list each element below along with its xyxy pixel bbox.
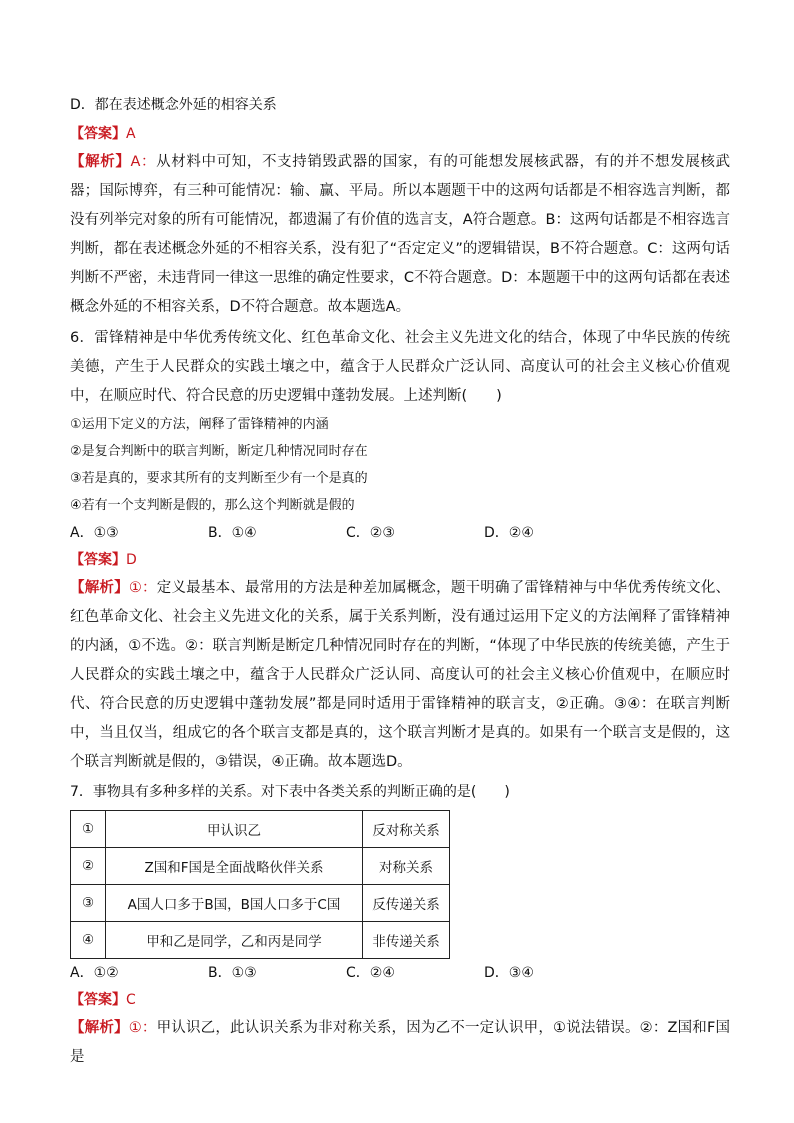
analysis-text: 甲认识乙，此认识关系为非对称关系，因为乙不一定认识甲，①说法错误。②：Z国和F国是 (70, 1020, 731, 1065)
q5-answer (70, 121, 730, 148)
q6-item-1: ①运用下定义的方法，阐释了雷锋精神的内涵 (70, 417, 329, 432)
table-cell: ② (71, 848, 106, 885)
option-d: D．②④ (484, 525, 534, 541)
option-d: D．③④ (484, 965, 534, 981)
table-row (71, 811, 450, 848)
relation-table (70, 810, 450, 959)
answer-value: A (126, 126, 136, 142)
q5-analysis (70, 148, 730, 322)
q7-analysis (70, 1014, 730, 1072)
option-c: C．②④ (346, 965, 395, 981)
answer-label: 【答案】 (70, 992, 126, 1008)
analysis-label: 【解析】 (70, 154, 131, 170)
option-b: B．①④ (208, 525, 257, 541)
q6-stem: 6．雷锋精神是中华优秀传统文化、红色革命文化、社会主义先进文化的结合，体现了中华民族的传统美德，产生于人民群众的实践土壤之中，蕴含于人民群众广泛认同、高度认可的社会主义核心价值观中，在顺应时代、符合民意的历史逻辑中蓬勃发展。上述判断( ) (70, 330, 730, 404)
table-row (71, 922, 450, 959)
table-cell: ④ (71, 922, 106, 959)
analysis-label: 【解析】 (70, 1020, 129, 1036)
analysis-lead: ①： (128, 1020, 157, 1036)
answer-value: C (126, 992, 136, 1008)
table-cell: 对称关系 (363, 848, 450, 885)
table-cell: 甲认识乙 (106, 811, 363, 848)
table-cell: 甲和乙是同学，乙和丙是同学 (106, 922, 363, 959)
option-a: A．①③ (70, 525, 119, 541)
answer-label: 【答案】 (70, 552, 126, 568)
q7-answer (70, 987, 730, 1014)
option-c: C．②③ (346, 525, 395, 541)
q6-analysis (70, 574, 730, 777)
q6-item-4: ④若有一个支判断是假的，那么这个判断就是假的 (70, 498, 355, 513)
q6-options (70, 519, 730, 547)
option-b: B．①③ (208, 965, 257, 981)
q5-option-d: D．都在表述概念外延的相容关系 (70, 97, 277, 113)
table-cell: ③ (71, 885, 106, 922)
q6-item-3: ③若是真的，要求其所有的支判断至少有一个是真的 (70, 471, 368, 486)
table-cell: Z国和F国是全面战略伙伴关系 (106, 848, 363, 885)
table-cell: 反传递关系 (363, 885, 450, 922)
table-row (71, 848, 450, 885)
analysis-lead: A： (130, 154, 157, 170)
table-row (71, 885, 450, 922)
analysis-label: 【解析】 (70, 580, 129, 596)
table-cell: ① (71, 811, 106, 848)
answer-value: D (126, 552, 137, 568)
q7-stem: 7．事物具有多种多样的关系。对下表中各类关系的判断正确的是( ) (70, 784, 510, 800)
table-cell: A国人口多于B国，B国人口多于C国 (106, 885, 363, 922)
answer-label: 【答案】 (70, 126, 126, 142)
analysis-lead: ①： (128, 580, 157, 596)
table-cell: 反对称关系 (363, 811, 450, 848)
option-a: A．①② (70, 965, 119, 981)
analysis-text: 从材料中可知，不支持销毁武器的国家，有的可能想发展核武器，有的并不想发展核武器；国际博弈，有三种可能情况：输、赢、平局。所以本题题干中的这两句话都是不相容选言判断，都没有列举完对象的所有可能情况，都遗漏了有价值的选言支，A符合题意。B：这两句话都是不相容选言判断，都在表述概念外延的不相容关系，没有犯了“否定定义”的逻辑错误，B不符合题意。C：这两句话判断不严密，未违背同一律这一思维的确定性要求，C不符合题意。D：本题题干中的这两句话都在表述概念外延的不相容关系，D不符合题意。故本题选A。 (70, 154, 731, 315)
q6-answer (70, 547, 730, 574)
document-page (70, 92, 730, 1072)
table-cell: 非传递关系 (363, 922, 450, 959)
analysis-text: 定义最基本、最常用的方法是种差加属概念，题干明确了雷锋精神与中华优秀传统文化、红色革命文化、社会主义先进文化的关系，属于关系判断，没有通过运用下定义的方法阐释了雷锋精神的内涵，①不选。②：联言判断是断定几种情况同时存在的判断，“体现了中华民族的传统美德，产生于人民群众的实践土壤之中，蕴含于人民群众广泛认同、高度认可的社会主义核心价值观中，在顺应时代、符合民意的历史逻辑中蓬勃发展”都是同时适用于雷锋精神的联言支，②正确。③④：在联言判断中，当且仅当，组成它的各个联言支都是真的，这个联言判断才是真的。如果有一个联言支是假的，这个联言判断就是假的，③错误，④正确。故本题选D。 (70, 580, 731, 770)
q6-item-2: ②是复合判断中的联言判断，断定几种情况同时存在 (70, 444, 368, 459)
q7-options (70, 959, 730, 987)
